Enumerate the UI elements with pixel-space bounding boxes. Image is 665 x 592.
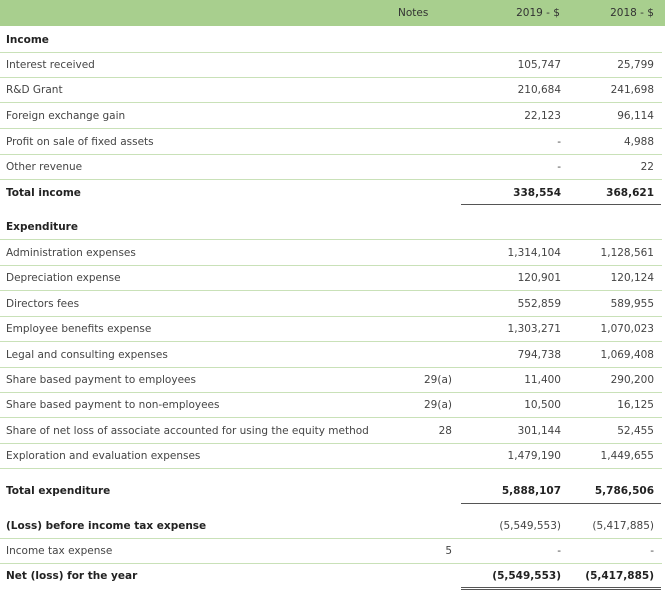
table-row (0, 53, 665, 77)
notes-column-header: Notes (398, 7, 429, 19)
value-2018: 96,114 (617, 110, 654, 122)
net-loss-row (0, 564, 665, 588)
value-2019: (5,549,553) (492, 570, 561, 582)
row-divider (0, 128, 662, 129)
table-row (0, 130, 665, 154)
value-2019: 120,901 (517, 272, 561, 284)
table-row (0, 317, 665, 341)
value-2019: - (557, 136, 561, 148)
row-divider (0, 341, 662, 342)
value-2019: 105,747 (517, 59, 561, 71)
value-2018: 25,799 (617, 59, 654, 71)
total-underline (461, 587, 661, 588)
value-2019: 301,144 (517, 425, 561, 437)
total-underline (461, 204, 661, 205)
value-2019: 1,303,271 (507, 323, 561, 335)
row-divider (0, 239, 662, 240)
table-row (0, 104, 665, 128)
value-2018: - (650, 545, 654, 557)
row-divider (0, 179, 662, 180)
row-divider (0, 102, 662, 103)
income-tax-row (0, 539, 665, 563)
value-2019: 552,859 (517, 298, 561, 310)
row-label: (Loss) before income tax expense (6, 520, 207, 532)
value-2018: (5,417,885) (585, 570, 654, 582)
value-2019: 10,500 (524, 399, 561, 411)
value-2018: 4,988 (623, 136, 654, 148)
value-2019: 1,314,104 (507, 247, 561, 259)
table-row (0, 419, 665, 443)
row-label: Foreign exchange gain (6, 110, 126, 122)
row-label: Interest received (6, 59, 95, 71)
value-2018: 5,786,506 (594, 485, 654, 497)
row-label: Depreciation expense (6, 272, 121, 284)
value-2018: 589,955 (610, 298, 654, 310)
value-2019: - (557, 161, 561, 173)
row-label: Net (loss) for the year (6, 570, 138, 582)
row-label: Profit on sale of fixed assets (6, 136, 154, 148)
table-row (0, 241, 665, 265)
value-2019: 11,400 (524, 374, 561, 386)
row-label: Directors fees (6, 298, 80, 310)
table-row (0, 444, 665, 468)
value-2018: 120,124 (610, 272, 654, 284)
value-2019: (5,549,553) (499, 520, 561, 532)
note-ref: 5 (445, 545, 452, 557)
loss-before-tax-row (0, 514, 665, 538)
total-expenditure-row (0, 479, 665, 503)
expenditure-section-title (0, 215, 665, 239)
row-divider (0, 290, 662, 291)
value-2018: (5,417,885) (592, 520, 654, 532)
row-label: Administration expenses (6, 247, 136, 259)
row-label: Income tax expense (6, 545, 113, 557)
section-title: Income (6, 34, 49, 46)
value-2018: 52,455 (617, 425, 654, 437)
value-2019: 210,684 (517, 84, 561, 96)
note-ref: 28 (438, 425, 452, 437)
value-2019: 22,123 (524, 110, 561, 122)
value-2019: 1,479,190 (507, 450, 561, 462)
table-row (0, 292, 665, 316)
table-row (0, 343, 665, 367)
row-divider (0, 417, 662, 418)
value-2018: 16,125 (617, 399, 654, 411)
row-label: R&D Grant (6, 84, 63, 96)
total-underline (461, 503, 661, 504)
value-2018: 368,621 (606, 187, 654, 199)
row-label: Exploration and evaluation expenses (6, 450, 201, 462)
row-label: Share based payment to employees (6, 374, 196, 386)
table-row (0, 266, 665, 290)
row-label: Share based payment to non-employees (6, 399, 220, 411)
value-2018: 290,200 (610, 374, 654, 386)
value-2018: 22 (640, 161, 654, 173)
table-row (0, 393, 665, 417)
row-divider (0, 468, 662, 469)
year-2019-column-header: 2019 - $ (516, 7, 560, 19)
row-label: Other revenue (6, 161, 83, 173)
row-label: Total income (6, 187, 81, 199)
section-title: Expenditure (6, 221, 78, 233)
value-2018: 241,698 (610, 84, 654, 96)
row-label: Legal and consulting expenses (6, 349, 168, 361)
row-label: Share of net loss of associate accounted for using the equity method (6, 425, 369, 437)
value-2019: 794,738 (517, 349, 561, 361)
table-header (0, 0, 665, 26)
value-2019: 338,554 (513, 187, 561, 199)
year-2018-column-header: 2018 - $ (610, 7, 654, 19)
note-ref: 29(a) (424, 399, 452, 411)
income-section-title (0, 28, 665, 52)
table-row (0, 155, 665, 179)
value-2018: 1,449,655 (600, 450, 654, 462)
total-income-row (0, 181, 665, 205)
value-2019: 5,888,107 (501, 485, 561, 497)
value-2018: 1,070,023 (600, 323, 654, 335)
value-2019: - (557, 545, 561, 557)
table-row (0, 78, 665, 102)
row-label: Employee benefits expense (6, 323, 152, 335)
row-label: Total expenditure (6, 485, 111, 497)
table-row (0, 368, 665, 392)
value-2018: 1,128,561 (600, 247, 654, 259)
total-double-underline (461, 589, 661, 590)
value-2018: 1,069,408 (600, 349, 654, 361)
note-ref: 29(a) (424, 374, 452, 386)
